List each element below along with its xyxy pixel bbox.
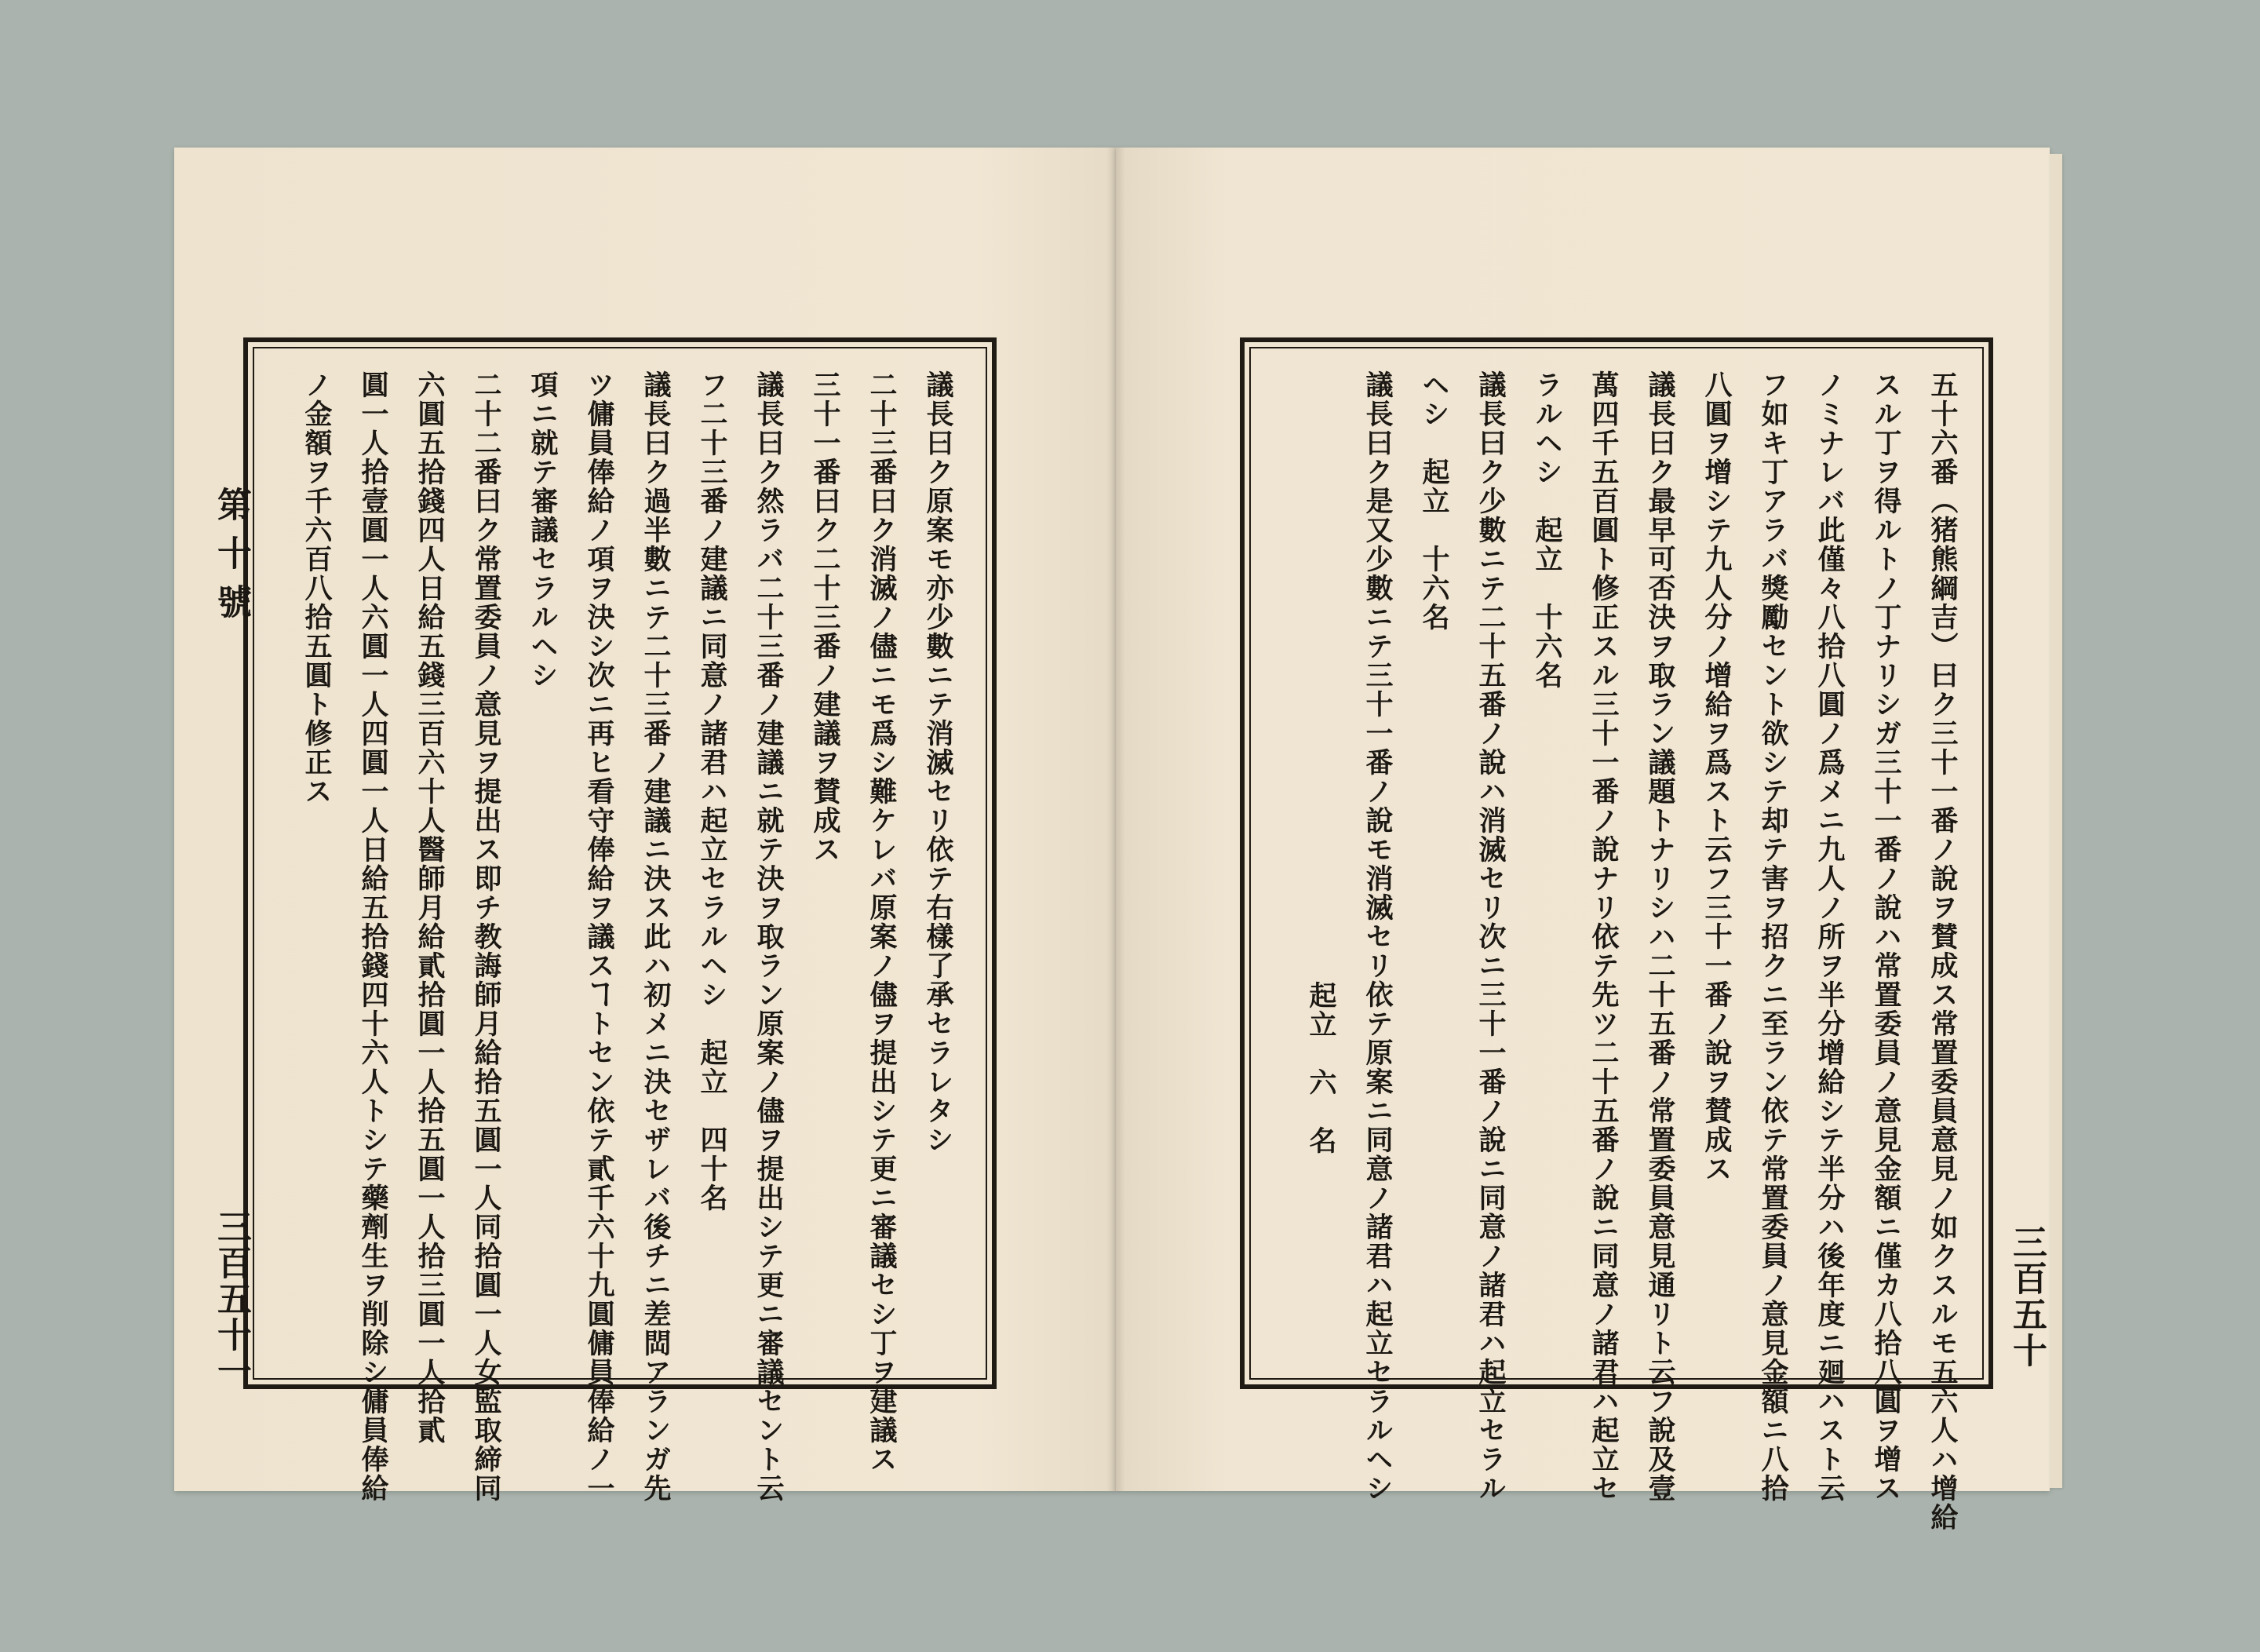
page-edge [2050, 154, 2062, 1488]
text-column: 議長曰ク原案モ亦少數ニテ消滅セリ依テ右樣了承セラレタシ [922, 370, 954, 1154]
text-column: フ二十三番ノ建議ニ同意ノ諸君ハ起立セラルヘシ 起立 四十名 [696, 370, 728, 1213]
text-column: ヘシ 起立 十六名 [1418, 370, 1450, 632]
page-header: 第十號 [211, 487, 251, 633]
text-column: 議長曰ク最早可否決ヲ取ラン議題トナリシハ二十五番ノ常置委員意見通リト云フ說及壹 [1644, 370, 1676, 1503]
text-column: 起立 六 名 [1305, 981, 1337, 1155]
text-column: 二十三番曰ク消滅ノ儘ニモ爲シ難ケレバ原案ノ儘ヲ提出シテ更ニ審議セシ丁ヲ建議ス [866, 370, 898, 1474]
text-column: ノ金額ヲ千六百八拾五圓ト修正ス [301, 370, 333, 806]
text-column: 議長曰ク少數ニテ二十五番ノ說ハ消滅セリ次ニ三十一番ノ說ニ同意ノ諸君ハ起立セラル [1474, 370, 1507, 1503]
text-column: 五十六番（猪熊綱吉）曰ク三十一番ノ說ヲ賛成ス常置委員意見ノ如クスルモ五六人ハ增給 [1926, 370, 1959, 1532]
page-number-left: 三百五十一 [211, 1209, 251, 1389]
text-column: 議長曰ク然ラバ二十三番ノ建議ニ就テ決ヲ取ラン原案ノ儘ヲ提出シテ更ニ審議セント云 [753, 370, 785, 1503]
text-column: ラルヘシ 起立 十六名 [1531, 370, 1563, 690]
text-column: 八圓ヲ增シテ九人分ノ增給ヲ爲スト云フ三十一番ノ說ヲ賛成ス [1700, 370, 1733, 1183]
text-column: 圓一人拾壹圓一人六圓一人四圓一人日給五拾錢四十六人トシテ藥劑生ヲ削除シ傭員俸給 [357, 370, 389, 1503]
page-number-right: 三百五十 [2007, 1224, 2047, 1369]
text-column: 三十一番曰ク二十三番ノ建議ヲ賛成ス [809, 370, 841, 864]
text-column: 二十二番曰ク常置委員ノ意見ヲ提出ス即チ教誨師月給拾五圓一人同拾圓一人女監取締同 [470, 370, 502, 1503]
text-column: スル丁ヲ得ルトノ丁ナリシガ三十一番ノ說ハ常置委員ノ意見金額ニ僅カ八拾八圓ヲ增ス [1870, 370, 1902, 1503]
text-column: ツ傭員俸給ノ項ヲ決シ次ニ再ヒ看守俸給ヲ議スヿトセン依テ貳千六十九圓傭員俸給ノ一 [583, 370, 615, 1503]
text-column: 六圓五拾錢四人日給五錢三百六十人醫師月給貳拾圓一人拾五圓一人拾三圓一人拾貳 [414, 370, 446, 1445]
book-gutter [1106, 148, 1125, 1491]
text-column: 萬四千五百圓ト修正スル三十一番ノ說ナリ依テ先ツ二十五番ノ說ニ同意ノ諸君ハ起立セ [1587, 370, 1620, 1503]
text-column: ノミナレバ此僅々八拾八圓ノ爲メニ九人ノ所ヲ半分增給シテ半分ハ後年度ニ廻ハスト云 [1813, 370, 1846, 1503]
text-column: フ如キ丁アラバ獎勵セント欲シテ却テ害ヲ招クニ至ラン依テ常置委員ノ意見金額ニ八拾 [1757, 370, 1789, 1503]
text-column: 項ニ就テ審議セラルヘシ [527, 370, 559, 690]
text-column: 議長曰ク過半數ニテ二十三番ノ建議ニ決ス此ハ初メニ決セザレバ後チニ差閊アランガ先 [640, 370, 672, 1503]
text-column: 議長曰ク是又少數ニテ三十一番ノ說モ消滅セリ依テ原案ニ同意ノ諸君ハ起立セラルヘシ [1361, 370, 1394, 1503]
